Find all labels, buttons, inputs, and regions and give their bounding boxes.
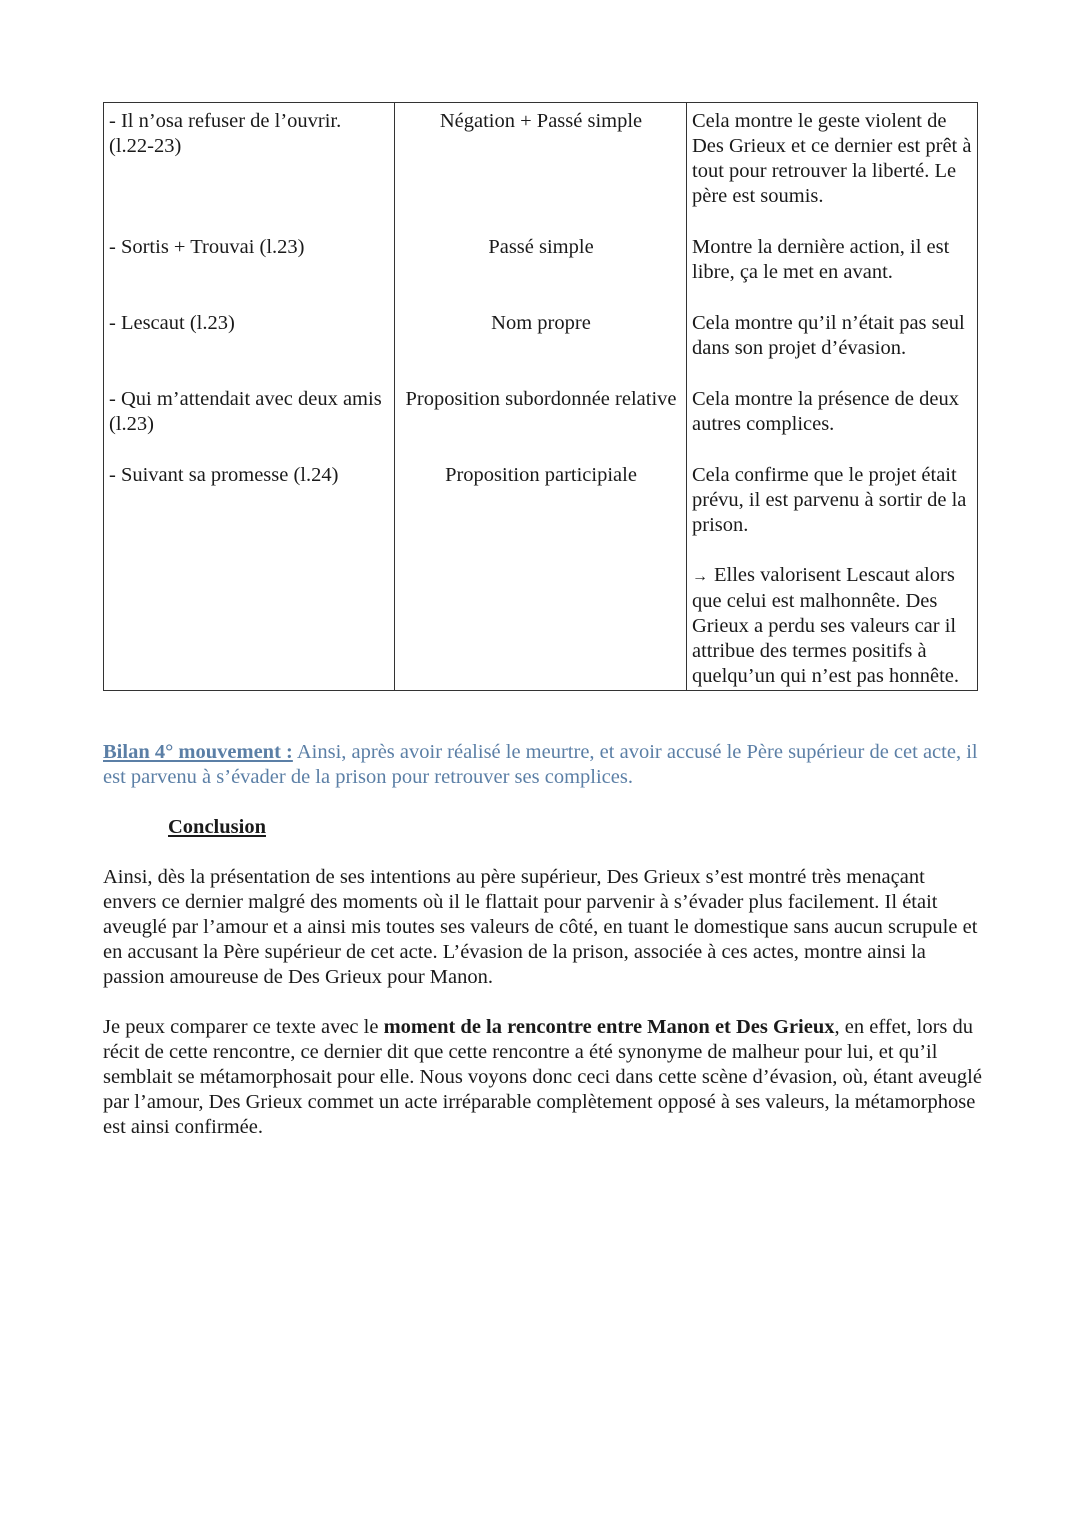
bilan-text: Ainsi, après avoir réalisé le meurtre, et avoir accusé le Père supérieur de cet acte, il est parvenu à s’évader de la prison pour retrouver ses complices. xyxy=(103,741,978,788)
analysis-cell xyxy=(687,456,978,691)
conclusion-paragraph-1: Ainsi, dès la présentation de ses intentions au père supérieur, Des Grieux s’est montré très menaçant envers ce dernier malgré des moments où il le flattait pour parvenir à s’évader plus facilement. Il était aveuglé par l’amour et a ainsi mis toutes ses valeurs de côté, en tuant le domestique sans aucun scrupule et en accusant la Père supérieur de cet acte. L’évasion de la prison, associée à ces actes, montre ainsi la passion amoureuse de Des Grieux pour Manon. xyxy=(103,866,978,988)
table-row xyxy=(104,228,978,304)
table-row xyxy=(104,380,978,456)
quote-cell: - Lescaut (l.23) xyxy=(104,304,395,380)
conclusion-paragraph-2 xyxy=(103,1015,983,1140)
paragraph-text: , en effet, lors du récit de cette rencontre, ce dernier dit que cette rencontre a été synonyme de malheur pour lui, et qu’il semblait se métamorphosait pour elle. Nous voyons donc ceci dans cette scène d’évasion, où, étant aveuglé par l’amour, Des Grieux commet un acte irréparable complètement opposé à ses valeurs, la métamorphose est ainsi confirmée. xyxy=(103,1016,982,1138)
table-row xyxy=(104,304,978,380)
analysis-text: Cela montre le geste violent de Des Grieux et ce dernier est prêt à tout pour retrouver la liberté. Le père est soumis. xyxy=(692,110,972,207)
bilan-paragraph xyxy=(103,740,983,790)
table-row xyxy=(104,456,978,691)
analysis-text: Cela confirme que le projet était prévu, il est parvenu à sortir de la prison. xyxy=(692,464,967,536)
quote-cell: - Suivant sa promesse (l.24) xyxy=(104,456,395,691)
analysis-text: Cela montre la présence de deux autres complices. xyxy=(692,388,959,435)
paragraph-text: Je peux comparer ce texte avec le xyxy=(103,1016,384,1038)
analysis-cell xyxy=(687,103,978,229)
analysis-text: Montre la dernière action, il est libre, ça le met en avant. xyxy=(692,236,950,283)
table-row xyxy=(104,103,978,229)
arrow-right-icon: → xyxy=(692,568,708,585)
analysis-cell xyxy=(687,380,978,456)
conclusion-heading: Conclusion xyxy=(168,816,266,838)
quote-cell: - Sortis + Trouvai (l.23) xyxy=(104,228,395,304)
paragraph-bold-text: moment de la rencontre entre Manon et Des Grieux xyxy=(383,1016,835,1038)
analysis-cell xyxy=(687,304,978,380)
analysis-table xyxy=(103,102,978,691)
quote-cell: - Qui m’attendait avec deux amis (l.23) xyxy=(104,380,395,456)
figure-cell: Négation + Passé simple xyxy=(395,103,687,229)
analysis-cell xyxy=(687,228,978,304)
quote-cell: - Il n’osa refuser de l’ouvrir. (l.22-23) xyxy=(104,103,395,229)
bilan-label: Bilan 4° mouvement : xyxy=(103,741,293,763)
analysis-summary xyxy=(692,563,973,689)
analysis-summary-text: Elles valorisent Lescaut alors que celui est malhonnête. Des Grieux a perdu ses valeurs car il attribue des termes positifs à quelqu’un qui n’est pas honnête. xyxy=(692,564,960,687)
figure-cell: Proposition participiale xyxy=(395,456,687,691)
analysis-text: Cela montre qu’il n’était pas seul dans son projet d’évasion. xyxy=(692,312,965,359)
figure-cell: Passé simple xyxy=(395,228,687,304)
figure-cell: Nom propre xyxy=(395,304,687,380)
figure-cell: Proposition subordonnée relative xyxy=(395,380,687,456)
